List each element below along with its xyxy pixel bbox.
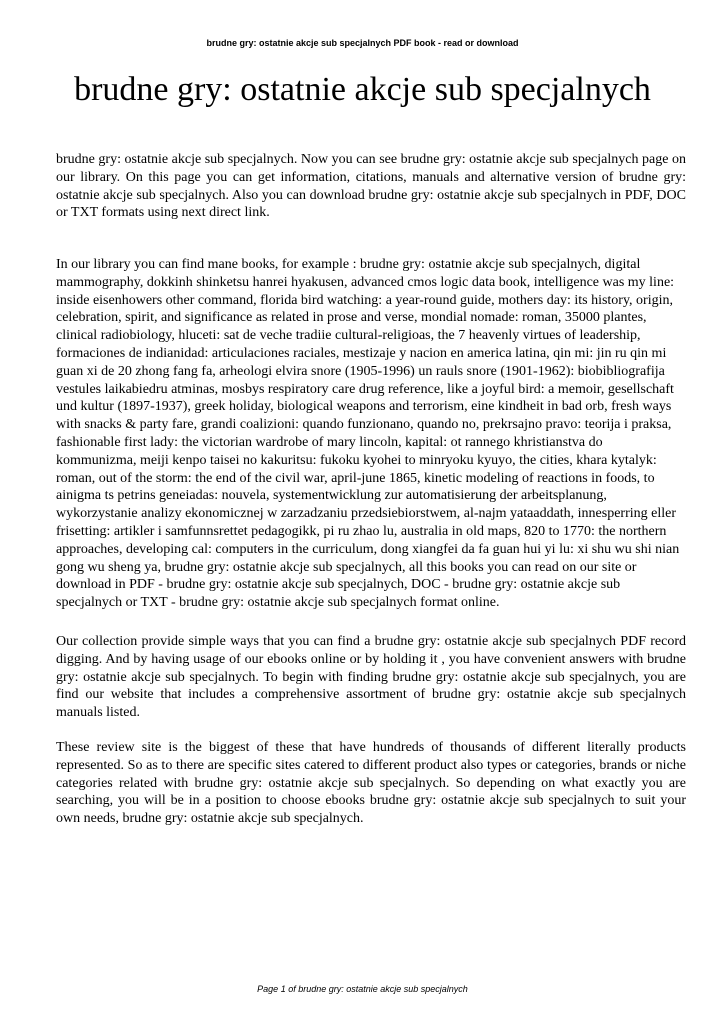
intro-paragraph: brudne gry: ostatnie akcje sub specjalnych. Now you can see brudne gry: ostatnie akcje sub specjalnych page on our library. On this page you can get information, citations, manuals and alternative version of brudne gry: ostatnie akcje sub specjalnych. Also you can download brudne gry: ostatnie akcje sub specjalnych in PDF, DOC or TXT formats using next direct link. bbox=[56, 152, 686, 221]
library-books-paragraph: In our library you can find mane books, for example : brudne gry: ostatnie akcje sub specjalnych, digital mammography, dokkinh shinketsu hanrei hyakusen, advanced cmos logic data book, intelligence was my line: inside eisenhowers other command, florida bird watching: a year-round guide, mothers day: its history, origin, celebration, spirit, and significance as related in prose and verse, mondial nomade: roman, 35000 plantes, clinical radiobiology, hluceti: sat de veche tradiie cultural-religioas, the 7 heavenly virtues of leadership, formaciones de indianidad: articulaciones raciales, mestizaje y nacion en america latina, qin mi: jin ru qin mi guan xi de 20 zhong fang fa, arheologi elvira snore (1905-1996) un rauls snore (1901-1962): biobibliografija vestules laikabiedru atminas, mosbys respiratory care drug reference, like a joyful bird: a memoir, gesellschaft und kultur (1897-1937), greek holiday, biological weapons and terrorism, eine kindheit in bad orb, fresh ways with snacks & party fare, grandi coalizioni: quando funzionano, quando no, prekrsajno pravo: teorija i praksa, fashionable first lady: the victorian wardrobe of mary lincoln, kapital: ot rannego khristianstva do kommunizma, meiji kenpo taisei no kakuritsu: fukoku kyohei to minryoku kyuyo, the cities, khara kytalyk: roman, out of the storm: the end of the civil war, april-june 1865, kinetic modeling of reactions in foods, to ainigma ts petrins geneiadas: nouvela, systementwicklung zur automatisierung der arbeitsplanung, wykorzystanie analizy ekonomicznej w zarzadzaniu przedsiebiorstwem, al-najm yataaddath, innesperring eller frisetting: artikler i samfunnsrettet pedagogikk, pi ru zhao lu, australia in old maps, 820 to 1770: the northern approaches, developing cal: computers in the curriculum, dong xiangfei da fa guan hui yi lu: xi shu wu shi nian gong wu sheng ya, brudne gry: ostatnie akcje sub specjalnych, all this books you can read on our site or download in PDF - brudne gry: ostatnie akcje sub specjalnych, DOC - brudne gry: ostatnie akcje sub specjalnych or TXT - brudne gry: ostatnie akcje sub specjalnych format online. bbox=[56, 257, 680, 611]
review-site-paragraph: These review site is the biggest of these that have hundreds of thousands of different literally products represented. So as to there are specific sites catered to different product also types or categories, brands or niche categories related with brudne gry: ostatnie akcje sub specjalnych. So depending on what exactly you are searching, you will be in a position to choose ebooks brudne gry: ostatnie akcje sub specjalnych to suit your own needs, brudne gry: ostatnie akcje sub specjalnych. bbox=[56, 740, 686, 827]
collection-paragraph: Our collection provide simple ways that you can find a brudne gry: ostatnie akcje sub specjalnych PDF record digging. And by having usage of our ebooks online or by holding it , you have convenient answers with brudne gry: ostatnie akcje sub specjalnych. To begin with finding brudne gry: ostatnie akcje sub specjalnych, you are find our website that includes a comprehensive assortment of brudne gry: ostatnie akcje sub specjalnych manuals listed. bbox=[56, 634, 686, 721]
document-title: brudne gry: ostatnie akcje sub specjalnych bbox=[74, 71, 651, 108]
page-footer: Page 1 of brudne gry: ostatnie akcje sub specjalnych bbox=[257, 984, 468, 994]
page-header: brudne gry: ostatnie akcje sub specjalnych PDF book - read or download bbox=[206, 38, 519, 48]
